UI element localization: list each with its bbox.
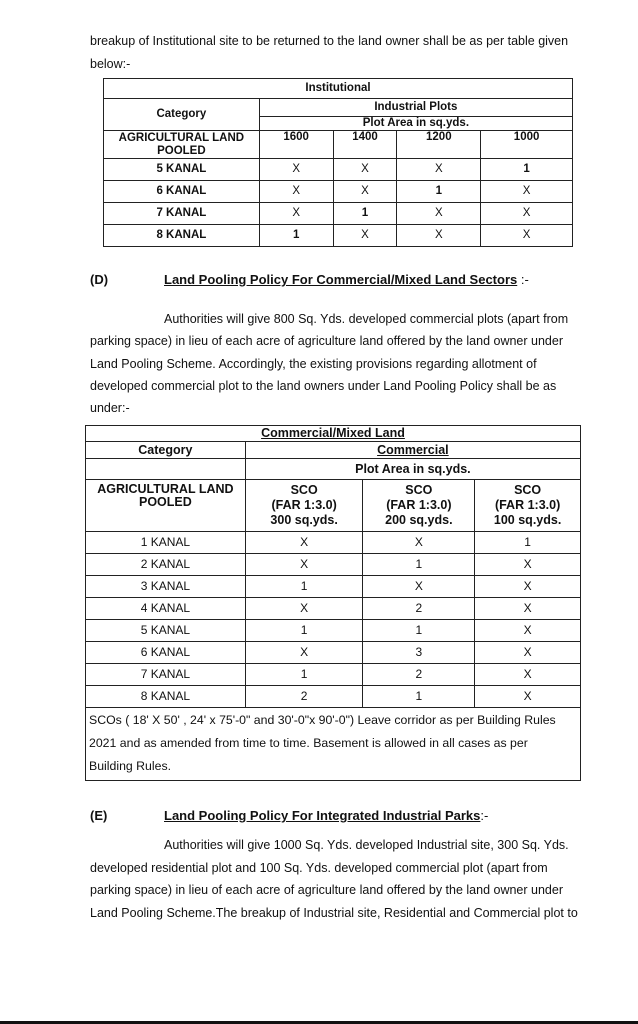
table-cell: X xyxy=(259,203,333,225)
group-header xyxy=(245,442,580,459)
section-d-para-line: parking space) in lieu of each acre of agriculture land offered by the land owner under xyxy=(90,334,563,348)
table-cell: X xyxy=(397,203,481,225)
section-d-heading-text: Land Pooling Policy For Commercial/Mixed Land Sectors xyxy=(164,272,518,287)
table-cell: 1 xyxy=(363,554,475,576)
table-cell: X xyxy=(259,159,333,181)
table-cell: 2 xyxy=(363,598,475,620)
column-header: 1200 xyxy=(397,131,481,159)
column-type: SCO xyxy=(514,483,542,497)
table-note-line: 2021 and as amended from time to time. Basement is allowed in all cases as per xyxy=(89,736,528,750)
table-cell: X xyxy=(245,554,363,576)
column-size: 100 sq.yds. xyxy=(493,513,562,527)
plot-area-header: Plot Area in sq.yds. xyxy=(245,459,580,480)
category-header: Category xyxy=(104,99,260,131)
group-header-text: Commercial xyxy=(377,442,449,457)
table-cell: 2 xyxy=(363,664,475,686)
column-header xyxy=(363,480,475,532)
column-size: 300 sq.yds. xyxy=(270,513,338,527)
table-cell: X xyxy=(481,203,573,225)
row-head-label: AGRICULTURAL LAND POOLED xyxy=(104,131,260,159)
section-d-heading-suffix: :- xyxy=(517,272,529,287)
table-title: Institutional xyxy=(104,79,573,99)
institutional-table xyxy=(103,78,573,247)
column-far: (FAR 1:3.0) xyxy=(386,498,452,512)
table-cell: X xyxy=(475,686,581,708)
section-e-heading-suffix: :- xyxy=(480,808,489,823)
intro-line-2: below:- xyxy=(90,57,131,71)
row-label: 4 KANAL xyxy=(86,598,246,620)
table-cell: 3 xyxy=(363,642,475,664)
column-type: SCO xyxy=(405,483,433,497)
row-label: 5 KANAL xyxy=(104,159,260,181)
table-cell: 1 xyxy=(475,532,581,554)
table-cell: 2 xyxy=(245,686,363,708)
table-cell: 1 xyxy=(245,664,363,686)
table-cell: X xyxy=(481,225,573,247)
table-note-line: SCOs ( 18' X 50' , 24' x 75'-0" and 30'-0"x 90'-0") Leave corridor as per Building Rules xyxy=(89,713,556,727)
intro-line-1: breakup of Institutional site to be returned to the land owner shall be as per table given xyxy=(90,34,569,48)
section-e-heading-text: Land Pooling Policy For Integrated Industrial Parks xyxy=(164,808,481,823)
row-label: 1 KANAL xyxy=(86,532,246,554)
column-type: SCO xyxy=(290,483,318,497)
table-row xyxy=(86,532,581,554)
section-d-para-line: developed commercial plot to the land owners under Land Pooling Policy shall be as xyxy=(90,379,557,393)
table-cell: X xyxy=(475,620,581,642)
table-cell: 1 xyxy=(481,159,573,181)
table-cell: X xyxy=(259,181,333,203)
section-d-para-line: under:- xyxy=(90,401,130,415)
table-cell: X xyxy=(475,576,581,598)
table-cell: 1 xyxy=(363,620,475,642)
table-row xyxy=(104,181,573,203)
row-head-label: AGRICULTURAL LAND POOLED xyxy=(86,480,246,532)
column-header xyxy=(245,480,363,532)
column-header: 1600 xyxy=(259,131,333,159)
table-row xyxy=(104,203,573,225)
table-row xyxy=(86,686,581,708)
row-label: 7 KANAL xyxy=(104,203,260,225)
table-row xyxy=(86,598,581,620)
section-e-para-line: Land Pooling Scheme.The breakup of Industrial site, Residential and Commercial plot to xyxy=(90,906,578,920)
section-d-para-line: Land Pooling Scheme. Accordingly, the existing provisions regarding allotment of xyxy=(90,357,537,371)
table-row xyxy=(104,159,573,181)
section-d-heading xyxy=(164,272,529,287)
table-cell: X xyxy=(333,225,397,247)
row-label: 6 KANAL xyxy=(86,642,246,664)
table-row xyxy=(86,642,581,664)
table-cell: 1 xyxy=(333,203,397,225)
column-size: 200 sq.yds. xyxy=(385,513,453,527)
table-cell: X xyxy=(481,181,573,203)
row-label: 5 KANAL xyxy=(86,620,246,642)
section-e-para-line: Authorities will give 1000 Sq. Yds. developed Industrial site, 300 Sq. Yds. xyxy=(164,838,569,852)
table-row xyxy=(104,225,573,247)
column-header xyxy=(475,480,581,532)
row-label: 8 KANAL xyxy=(104,225,260,247)
commercial-table xyxy=(85,425,581,781)
section-e-heading xyxy=(164,808,488,823)
row-label: 2 KANAL xyxy=(86,554,246,576)
table-title-text: Commercial/Mixed Land xyxy=(261,426,405,440)
table-cell: 1 xyxy=(259,225,333,247)
blank-cell xyxy=(86,459,246,480)
table-cell: X xyxy=(245,598,363,620)
table-cell: X xyxy=(475,554,581,576)
table-cell: X xyxy=(475,598,581,620)
table-cell: X xyxy=(245,532,363,554)
table-cell: X xyxy=(333,181,397,203)
group-header: Industrial Plots xyxy=(259,99,572,117)
category-header: Category xyxy=(86,442,246,459)
table-cell: X xyxy=(333,159,397,181)
section-d-para-line: Authorities will give 800 Sq. Yds. developed commercial plots (apart from xyxy=(164,312,569,326)
table-cell: X xyxy=(363,532,475,554)
row-label: 6 KANAL xyxy=(104,181,260,203)
section-e-para-line: developed residential plot and 100 Sq. Yds. developed commercial plot (apart from xyxy=(90,861,548,875)
column-header: 1000 xyxy=(481,131,573,159)
section-e-para-line: parking space) in lieu of each acre of agriculture land offered by the land owner under xyxy=(90,883,563,897)
row-label: 3 KANAL xyxy=(86,576,246,598)
table-row xyxy=(86,554,581,576)
table-cell: 1 xyxy=(363,686,475,708)
table-cell: X xyxy=(245,642,363,664)
table-note xyxy=(86,708,581,781)
column-far: (FAR 1:3.0) xyxy=(494,498,561,512)
row-label: 7 KANAL xyxy=(86,664,246,686)
table-cell: X xyxy=(397,159,481,181)
table-cell: X xyxy=(363,576,475,598)
table-cell: 1 xyxy=(397,181,481,203)
section-d-marker: (D) xyxy=(90,272,109,287)
table-cell: X xyxy=(475,664,581,686)
table-title xyxy=(86,426,581,442)
section-e-marker: (E) xyxy=(90,808,108,823)
table-cell: X xyxy=(475,642,581,664)
table-cell: 1 xyxy=(245,576,363,598)
column-far: (FAR 1:3.0) xyxy=(271,498,337,512)
table-row xyxy=(86,620,581,642)
table-row xyxy=(86,664,581,686)
plot-area-header: Plot Area in sq.yds. xyxy=(259,117,572,131)
table-cell: 1 xyxy=(245,620,363,642)
row-label: 8 KANAL xyxy=(86,686,246,708)
table-row xyxy=(86,576,581,598)
table-cell: X xyxy=(397,225,481,247)
table-note-line: Building Rules. xyxy=(89,759,172,773)
column-header: 1400 xyxy=(333,131,397,159)
